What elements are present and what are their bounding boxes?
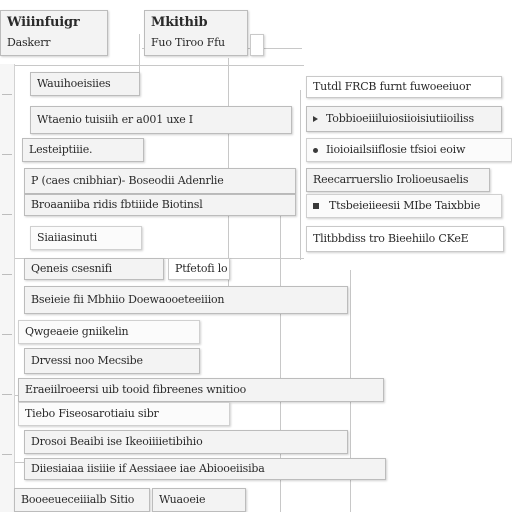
list-row-label: Siaiiasinuti xyxy=(37,231,98,244)
list-row-label: Wtaenio tuisiih er a001 uxe I xyxy=(37,113,193,126)
list-row-5[interactable] xyxy=(24,194,296,216)
list-row-7-tag xyxy=(168,258,230,280)
right-item-1[interactable] xyxy=(306,76,502,98)
header-right-title: Mkithib xyxy=(151,15,208,30)
right-item-label: Iioioiailsiiflosie tfsioi eoiw xyxy=(326,143,466,156)
list-row-label: Broaaniiba ridis fbtiiide Biotinsl xyxy=(31,198,203,211)
header-right-extension xyxy=(250,34,264,56)
right-item-label: Reecarruerslio Irolioeusaelis xyxy=(313,173,469,186)
list-row-label: Wauihoeisiies xyxy=(37,77,111,90)
square-bullet-icon xyxy=(313,203,319,209)
right-item-4[interactable] xyxy=(306,168,490,192)
list-row-label: Drvessi noo Mecsibe xyxy=(31,354,143,367)
list-row-label: Eraeiilroeersi uib tooid fibreenes wnitioo xyxy=(25,383,247,396)
list-row-13[interactable] xyxy=(24,430,348,454)
list-row-label: Booeeueceiiialb Sitio xyxy=(21,493,135,506)
list-row-1[interactable] xyxy=(30,72,140,96)
list-row-label: Qeneis csesnifi xyxy=(31,262,112,275)
dot-bullet-icon xyxy=(313,148,318,153)
triangle-bullet-icon xyxy=(313,116,318,122)
connector-line xyxy=(14,65,304,66)
list-row-tag: Ptfetofi lo xyxy=(175,262,228,275)
list-row-14[interactable] xyxy=(24,458,386,480)
list-row-7[interactable] xyxy=(24,258,164,280)
list-row-15[interactable] xyxy=(14,488,150,512)
list-row-3[interactable] xyxy=(22,138,144,162)
right-item-label: Ttsbeieiieesii MIbe Taixbbie xyxy=(329,199,481,212)
connector-line xyxy=(300,90,301,260)
left-scroll-rail[interactable] xyxy=(0,64,15,512)
list-row-11[interactable] xyxy=(18,378,384,402)
right-item-2[interactable] xyxy=(306,106,502,132)
list-row-9[interactable] xyxy=(18,320,200,344)
list-row-10[interactable] xyxy=(24,348,200,374)
connector-line xyxy=(139,34,140,74)
list-row-label: P (caes cnibhiar)- Boseodii Adenrlie xyxy=(31,174,224,187)
list-row-label: Tiebo Fiseosarotiaiu sibr xyxy=(25,407,159,420)
list-row-15-tag xyxy=(152,488,246,512)
right-item-5[interactable] xyxy=(306,194,502,218)
list-row-4[interactable] xyxy=(24,168,296,194)
list-row-6[interactable] xyxy=(30,226,142,250)
right-item-label: Tlitbbdiss tro Bieehiilo CKeE xyxy=(313,232,469,245)
list-row-label: Bseieie fii Mbhiio Doewaooeteeiiion xyxy=(31,293,225,306)
header-left-subtitle: Daskerr xyxy=(7,36,51,49)
list-row-12[interactable] xyxy=(18,402,230,426)
list-row-8[interactable] xyxy=(24,286,348,314)
list-row-label: Drosoi Beaibi ise Ikeoiiiietibihio xyxy=(31,435,203,448)
list-row-tag: Wuaoeie xyxy=(159,493,206,506)
header-left-title: Wiiinfuigr xyxy=(7,15,80,30)
list-row-2[interactable] xyxy=(30,106,292,134)
list-row-label: Qwgeaeie gniikelin xyxy=(25,325,129,338)
list-row-label: Lesteiptiiie. xyxy=(29,143,93,156)
header-right-card[interactable] xyxy=(144,10,248,56)
right-item-6[interactable] xyxy=(306,226,504,252)
right-item-3[interactable] xyxy=(306,138,512,162)
right-item-label: Tobbioeiiiluiosiioisiutiioiliss xyxy=(326,112,474,125)
header-left-card[interactable] xyxy=(0,10,108,56)
header-right-subtitle: Fuo Tiroo Ffu xyxy=(151,36,225,49)
right-item-label: Tutdl FRCB furnt fuwoeeiuor xyxy=(313,80,471,93)
list-row-label: Diiesiaiaa iisiiie if Aessiaee iae Abiooeiisiba xyxy=(31,462,265,475)
